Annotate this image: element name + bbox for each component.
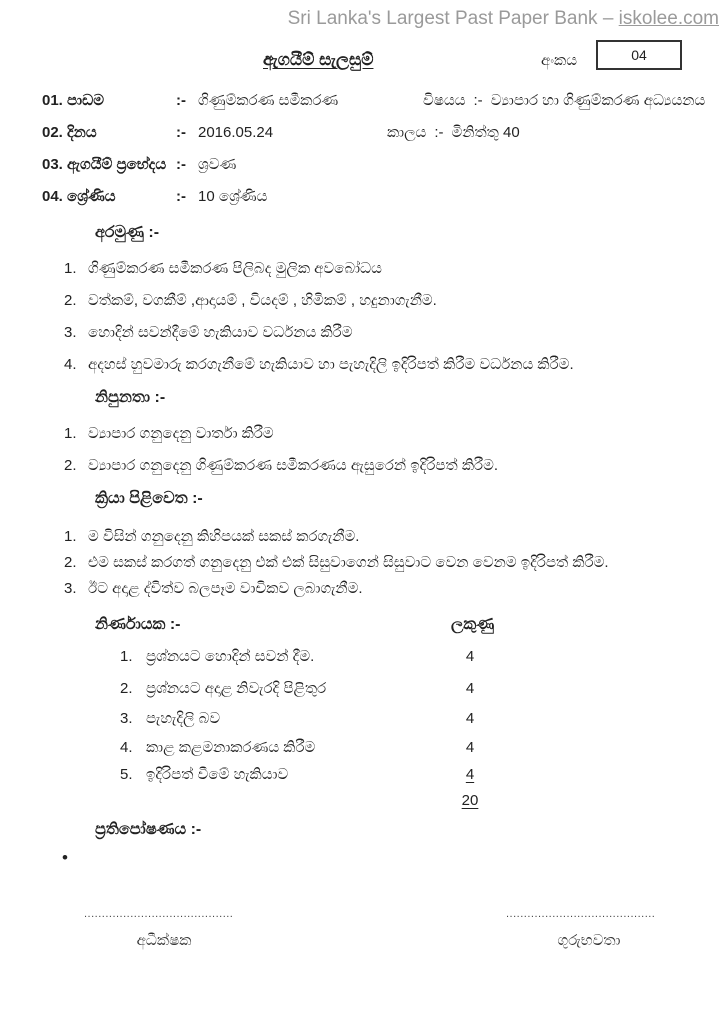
field-label-2: විෂයය xyxy=(423,92,466,109)
signature-label: ගුරුභවතා xyxy=(557,932,621,949)
section-heading-competencies: නිපුනතා :- xyxy=(95,389,166,406)
marks-column-heading: ලකුණු xyxy=(451,616,495,633)
marks-total: 20 xyxy=(461,792,479,809)
item-text: ව්‍යාපාර ගනුදෙනු ගිණුම්කරණ සමීකරණය ඇසුරෙන් ඉදිරිපත් කිරීම. xyxy=(88,457,499,474)
field-value: ශ්‍රවණ xyxy=(198,156,237,173)
field-label: 04. ශ්‍රේණිය xyxy=(42,188,116,205)
criteria-text: ප්‍රශ්නයට අදාළ නිවැරදි පිළිතුර xyxy=(146,680,327,697)
signature-block-principal xyxy=(84,908,244,949)
bullet-point: • xyxy=(62,848,68,867)
criteria-text: පැහැදිලි බව xyxy=(146,710,221,727)
number-label: අංකය xyxy=(541,52,578,69)
item-number: 5. xyxy=(120,766,133,783)
separator: :- xyxy=(176,92,186,109)
criteria-marks: 4 xyxy=(465,766,475,783)
criteria-text: ඉදිරිපත් වීමේ හැකියාව xyxy=(146,766,289,783)
item-number: 4. xyxy=(120,739,133,756)
number-box: 04 xyxy=(596,40,682,70)
meta-row-lesson xyxy=(0,92,724,114)
field-label: 01. පාඩම xyxy=(42,92,105,109)
field-label: 03. ඇගයීම් ප්‍රභේදය xyxy=(42,156,167,173)
field-label: 02. දිනය xyxy=(42,124,97,141)
separator-2: :- xyxy=(434,124,444,141)
section-heading-feedback: ප්‍රතිපෝෂණය :- xyxy=(95,821,202,838)
signature-label: අධීක්ෂක xyxy=(136,932,192,949)
criteria-marks: 4 xyxy=(465,680,475,697)
field-secondary xyxy=(423,92,713,109)
item-text: ව්‍යාපාර ගනුදෙනු වාර්තා කිරීම xyxy=(88,425,274,442)
separator: :- xyxy=(176,188,186,205)
criteria-marks: 4 xyxy=(465,648,475,665)
item-number: 4. xyxy=(64,356,77,373)
item-text: අදහස් හුවමාරු කරගැනීමේ හැකියාව හා පැහැදිලි ඉදිරිපත් කිරීම වර්ධනය කිරීම. xyxy=(88,356,574,373)
item-text: හොදින් සවන්දීමේ හැකියාව වර්ධනය කිරීම xyxy=(88,324,353,341)
item-number: 1. xyxy=(120,648,133,665)
signature-block-teacher xyxy=(506,908,672,949)
item-text: ඊට අදාළ ද්විත්ව බලපෑම වාචිකව ලබාගැනීම. xyxy=(88,580,363,597)
field-value: ගිණුම්කරණ සමීකරණ xyxy=(198,92,339,109)
criteria-marks: 4 xyxy=(465,710,475,727)
item-text: වත්කම්, වගකීම් ,ආදායම් , වියදම් , හිමිකම් , හදුනාගැනීම. xyxy=(88,292,437,309)
separator: :- xyxy=(176,124,186,141)
item-number: 2. xyxy=(64,292,77,309)
separator-2: :- xyxy=(473,92,483,109)
meta-row-date xyxy=(0,124,724,146)
item-text: ගිණුම්කරණ සමීකරණ පිලිබද මුලික අවබෝධය xyxy=(88,260,382,277)
criteria-text: කාළ කළමනාකරණය කිරීම xyxy=(146,739,316,756)
criteria-marks: 4 xyxy=(465,739,475,756)
section-heading-criteria: නිර්ණායක :- xyxy=(95,616,181,633)
criteria-text: ප්‍රශ්නයට හොදින් සවන් දීම. xyxy=(146,648,315,665)
iskolee-link[interactable]: iskolee.com xyxy=(618,8,719,29)
site-watermark xyxy=(288,8,719,30)
watermark-text: Sri Lanka's Largest Past Paper Bank – xyxy=(287,8,619,29)
meta-row-evaluation-type xyxy=(0,156,724,178)
item-number: 3. xyxy=(120,710,133,727)
item-number: 3. xyxy=(64,580,77,597)
item-text: ම විසින් ගනුදෙනු කිහිපයක් සකස් කරගැනීම. xyxy=(88,528,360,545)
item-number: 1. xyxy=(64,528,77,545)
page-title: ඇගයීම් සැලසුම් xyxy=(263,50,374,69)
item-number: 2. xyxy=(120,680,133,697)
item-number: 2. xyxy=(64,457,77,474)
item-number: 2. xyxy=(64,554,77,571)
signature-line: .......................................... xyxy=(84,908,234,920)
separator: :- xyxy=(176,156,186,173)
field-value-2: ව්‍යාපාර හා ගිණුම්කරණ අධ්‍යයනය xyxy=(490,92,706,109)
section-heading-objectives: අරමුණු :- xyxy=(95,224,160,241)
item-number: 3. xyxy=(64,324,77,341)
field-value: 10 ශ්‍රේණිය xyxy=(198,188,268,205)
signature-line: .......................................... xyxy=(506,908,656,920)
field-secondary xyxy=(387,124,528,141)
field-value: 2016.05.24 xyxy=(198,124,274,141)
section-heading-procedure: ක්‍රියා පිළිවෙත :- xyxy=(95,490,203,507)
item-number: 1. xyxy=(64,425,77,442)
field-label-2: කාලය xyxy=(387,124,427,141)
meta-row-grade xyxy=(0,188,724,210)
item-number: 1. xyxy=(64,260,77,277)
item-text: එම සකස් කරගත් ගනුදෙනු එක් එක් සිසුවාගෙන් සිසුවාට වෙන වෙනම ඉදිරිපත් කිරීම. xyxy=(88,554,609,571)
field-value-2: මිනිත්තු 40 xyxy=(451,124,520,141)
